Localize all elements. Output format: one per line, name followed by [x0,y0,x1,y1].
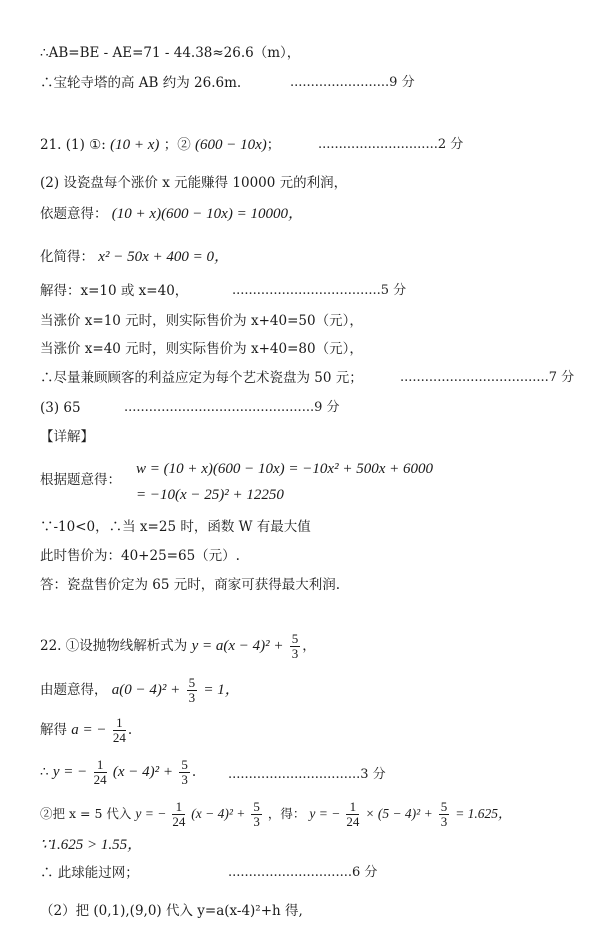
therefore-symbol: ∴ [40,764,49,780]
q22-substitute [40,800,512,829]
q22-function: ∴ y = − $\frac{1}{24}$ (x − 4)² + $\frac{5}{3}$ . [40,757,197,787]
q22-sub-expr-d: × (5 − 4)² + [365,806,433,821]
fraction-5-3: $\frac{5}{3}$ [291,631,299,661]
q21-sep: ；② [163,137,191,153]
q22-cond-tail: = 1， [203,682,240,698]
q21-score-1: .............................2 分 [318,137,464,152]
q22-sub-expr-a: y = − [135,806,167,821]
fraction-1-24: $\frac{1}{24}$ [112,715,126,745]
q21-expr1: (10 + x) [110,137,160,153]
q22-condition [40,676,240,705]
q21-w-line2: = −10(x − 25)² + 12250 [136,487,284,503]
fraction-5-3: $\frac{5}{3}$ [440,799,448,829]
q21-simplify-label: 化简得： [40,249,94,265]
q22-score-3: ................................3 分 [228,767,386,782]
q21-simplify-line [40,248,229,266]
q22-y-expr-a: y = − [52,764,88,780]
q22-head-expr: y = a(x − 4)² + [191,638,284,654]
q22-sub-expr-c: y = − [309,806,341,821]
q22-y-expr-b: (x − 4)² + [112,764,174,780]
q21-simplified: x² − 50x + 400 = 0， [98,249,229,265]
q22-sub-label: ②把 x = 5 代入 [40,806,132,821]
q20-conclusion: ∴宝轮寺塔的高 AB 约为 26.6m. [40,75,242,91]
q21-equation: (10 + x)(600 − 10x) = 10000， [111,206,303,222]
q21-part3: (3) 65 [40,400,81,416]
q21-part1 [40,136,280,154]
q21-price: 此时售价为：40+25=65（元）. [40,548,240,564]
fraction-5-3: $\frac{5}{3}$ [253,799,260,829]
q21-equation-line [40,205,303,223]
fraction-1-24: $\frac{1}{24}$ [346,799,360,829]
fraction-5-3: $\frac{5}{3}$ [188,675,196,705]
q21-answer: 答：瓷盘售价定为 65 元时，商家可获得最大利润. [40,577,341,593]
q21-case-40: 当涨价 x=40 元时，则实际售价为 x+40=80（元）， [40,341,363,357]
q22-part1-head: 22. ①设抛物线解析式为 y = a(x − 4)² + $\frac{5}{3}$ ， [40,631,316,661]
q20-score: ........................9 分 [290,75,415,90]
q22-part2: （2）把 (0,1),(9,0) 代入 y=a(x-4)²+h 得, [40,903,303,919]
q22-sol-label: 解得 [40,722,67,738]
q22-head: 22. ①设抛物线解析式为 [40,638,188,654]
q21-detail-label: 根据题意得： [40,472,121,488]
q22-cond-expr: a(0 − 4)² + [111,682,181,698]
q22-sub-expr-b: (x − 4)² + [191,806,246,821]
q21-score-5: ....................................5 分 [232,283,407,298]
q21-expr2: (600 − 10x) [195,137,267,153]
q20-line-ab: ∴AB=BE - AE=71 - 44.38≈26.6（m）， [40,45,301,61]
q21-score-7: ....................................7 分 [400,370,575,385]
q22-solve-a: 解得 a = − $\frac{1}{24}$ . [40,715,133,745]
q22-net: ∴ 此球能过网； [40,865,139,881]
q21-sep2: ； [266,137,281,153]
q21-solution: 解得：x=10 或 x=40， [40,283,189,299]
q21-because: ∵-10<0，∴当 x=25 时，函数 W 有最大值 [40,519,311,535]
q22-compare: ∵1.625 > 1.55， [40,837,143,853]
q21-head: 21. (1) ①: [40,137,106,153]
q22-score-6: ..............................6 分 [228,865,378,880]
q22-sol-expr: a = − [71,722,107,738]
fraction-1-24: $\frac{1}{24}$ [93,757,107,787]
q21-w-line1: w = (10 + x)(600 − 10x) = −10x² + 500x + 6000 [136,461,433,477]
q22-cond-label: 由题意得， [40,682,108,698]
q22-sub-get: ，得： [267,806,306,821]
q21-score-9: ..............................................9 分 [124,400,340,415]
q21-conclusion: ∴尽量兼顾顾客的利益应定为每个艺术瓷盘为 50 元； [40,370,363,386]
q21-part2: (2) 设瓷盘每个涨价 x 元能赚得 10000 元的利润， [40,175,348,191]
fraction-1-24: $\frac{1}{24}$ [172,799,186,829]
q21-case-10: 当涨价 x=10 元时，则实际售价为 x+40=50（元）， [40,313,363,329]
detail-title: 【详解】 [40,429,94,445]
fraction-5-3: $\frac{5}{3}$ [181,757,188,787]
q22-sub-result: = 1.625， [455,806,512,821]
q21-eq-label: 依题意得： [40,206,108,222]
